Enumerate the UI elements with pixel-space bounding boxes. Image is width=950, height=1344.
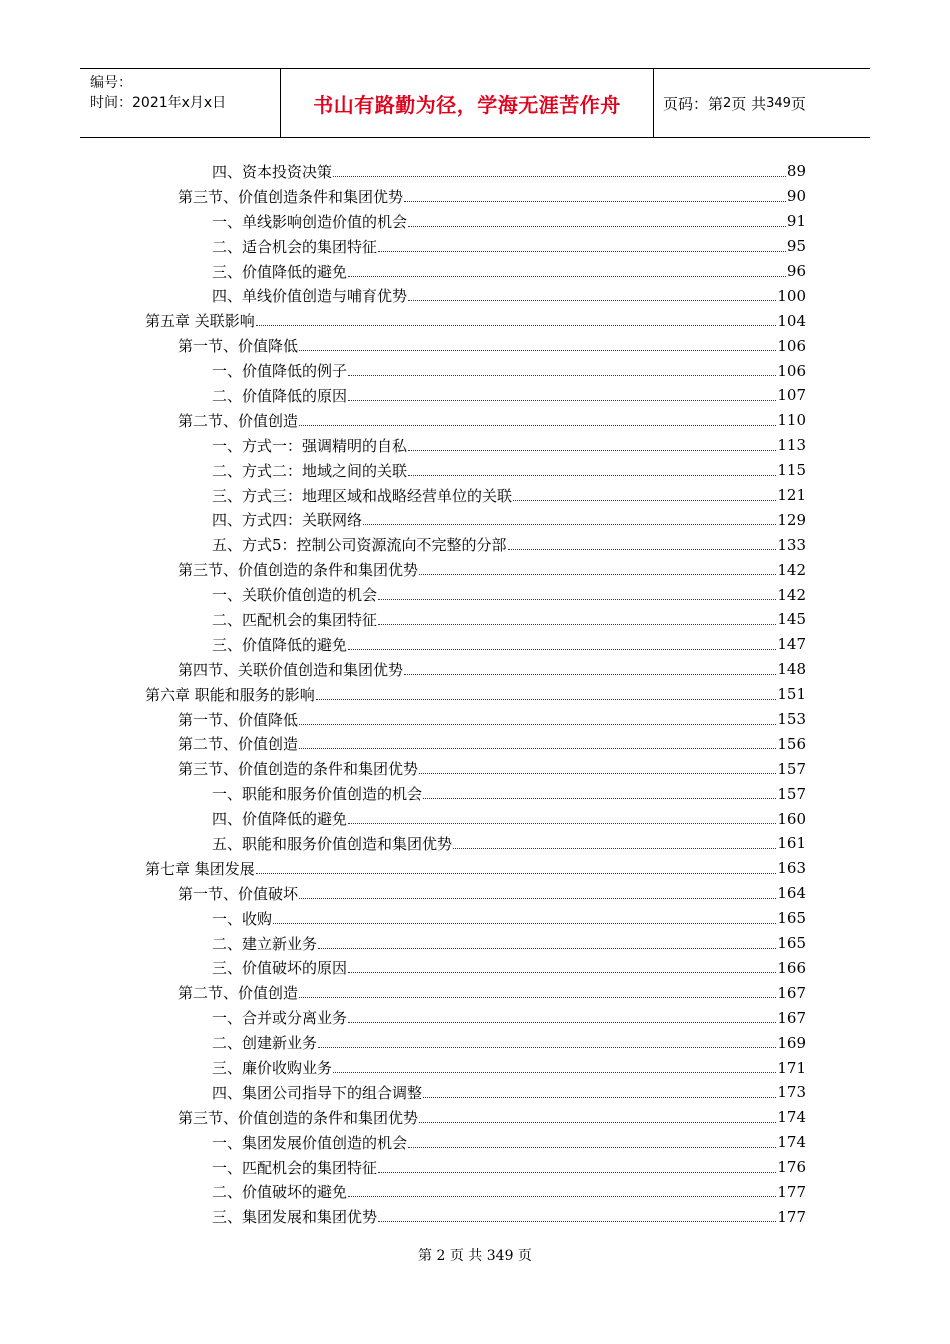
- toc-entry[interactable]: [0, 159, 950, 184]
- header-page-info: [653, 69, 870, 137]
- toc-leader-dots: [299, 981, 776, 998]
- toc-entry-title: 五、方式5：控制公司资源流向不完整的分部: [212, 536, 507, 555]
- toc-leader-dots: [423, 1081, 776, 1098]
- toc-entry-page: 157: [777, 784, 806, 803]
- toc-entry[interactable]: [0, 781, 950, 806]
- toc-entry[interactable]: [0, 1155, 950, 1180]
- toc-entry-title: 三、方式三：地理区域和战略经营单位的关联: [212, 486, 513, 505]
- toc-leader-dots: [419, 558, 776, 575]
- toc-entry-title: 第七章 集团发展: [145, 859, 255, 878]
- toc-entry[interactable]: [0, 1055, 950, 1080]
- toc-entry-title: 第一节、价值降低: [178, 337, 299, 356]
- toc-entry-title: 四、集团公司指导下的组合调整: [212, 1083, 423, 1102]
- toc-leader-dots: [404, 658, 776, 675]
- toc-entry[interactable]: [0, 582, 950, 607]
- toc-entry-title: 第三节、价值创造的条件和集团优势: [178, 1108, 419, 1127]
- toc-entry-title: 第二节、价值创造: [178, 411, 299, 430]
- toc-leader-dots: [256, 309, 777, 326]
- toc-entry[interactable]: [0, 1030, 950, 1055]
- toc-leader-dots: [408, 434, 776, 451]
- toc-entry-page: 145: [777, 610, 806, 629]
- toc-leader-dots: [299, 708, 776, 725]
- toc-leader-dots: [348, 260, 786, 277]
- toc-entry-title: 四、价值降低的避免: [212, 810, 348, 829]
- toc-leader-dots: [348, 359, 776, 376]
- toc-leader-dots: [378, 1156, 776, 1173]
- toc-entry-title: 第三节、价值创造的条件和集团优势: [178, 561, 419, 580]
- toc-entry[interactable]: [0, 607, 950, 632]
- toc-entry-title: 三、价值降低的避免: [212, 635, 348, 654]
- toc-entry-title: 四、单线价值创造与哺育优势: [212, 287, 408, 306]
- toc-leader-dots: [333, 1056, 776, 1073]
- toc-entry-page: 121: [777, 486, 806, 505]
- toc-entry-title: 一、职能和服务价值创造的机会: [212, 785, 423, 804]
- toc-entry-page: 110: [777, 411, 806, 430]
- toc-entry-page: 91: [786, 212, 806, 231]
- toc-entry[interactable]: [0, 1130, 950, 1155]
- toc-entry[interactable]: [0, 657, 950, 682]
- toc-entry[interactable]: [0, 856, 950, 881]
- toc-entry[interactable]: [0, 507, 950, 532]
- toc-entry[interactable]: [0, 632, 950, 657]
- toc-entry-page: 173: [777, 1083, 806, 1102]
- toc-entry-page: 89: [786, 162, 806, 181]
- toc-leader-dots: [318, 932, 776, 949]
- toc-entry[interactable]: [0, 756, 950, 781]
- toc-leader-dots: [299, 334, 776, 351]
- toc-entry-page: 164: [777, 884, 806, 903]
- page-header: [80, 68, 870, 138]
- toc-entry-title: 一、集团发展价值创造的机会: [212, 1133, 408, 1152]
- toc-entry[interactable]: [0, 184, 950, 209]
- toc-entry-page: 100: [777, 286, 806, 305]
- toc-entry[interactable]: [0, 931, 950, 956]
- toc-entry-page: 113: [777, 436, 806, 455]
- toc-leader-dots: [273, 907, 776, 924]
- toc-entry[interactable]: [0, 458, 950, 483]
- toc-entry[interactable]: [0, 234, 950, 259]
- toc-entry-page: 166: [777, 958, 806, 977]
- toc-leader-dots: [378, 235, 786, 252]
- toc-entry-title: 三、廉价收购业务: [212, 1059, 333, 1077]
- toc-leader-dots: [408, 459, 776, 476]
- toc-leader-dots: [333, 160, 786, 177]
- toc-entry-page: 142: [777, 585, 806, 604]
- toc-entry-page: 115: [777, 461, 806, 480]
- toc-leader-dots: [419, 1106, 776, 1123]
- toc-entry[interactable]: [0, 283, 950, 308]
- toc-entry-page: 161: [777, 834, 806, 853]
- toc-entry[interactable]: [0, 707, 950, 732]
- toc-entry-page: 96: [786, 262, 806, 280]
- page-mid: 页 共: [731, 94, 767, 113]
- toc-entry[interactable]: [0, 532, 950, 557]
- toc-entry-title: 第二节、价值创造: [178, 735, 299, 754]
- toc-entry-page: 176: [777, 1158, 806, 1177]
- toc-entry-title: 二、建立新业务: [212, 934, 318, 953]
- toc-entry-title: 第六章 职能和服务的影响: [145, 685, 315, 704]
- toc-entry-page: 177: [777, 1207, 806, 1226]
- toc-entry[interactable]: [0, 731, 950, 756]
- toc-leader-dots: [378, 1205, 776, 1222]
- toc-entry-title: 四、方式四：关联网络: [212, 511, 363, 530]
- toc-entry-page: 133: [777, 535, 806, 554]
- toc-leader-dots: [423, 782, 776, 799]
- toc-entry-title: 五、职能和服务价值创造和集团优势: [212, 834, 453, 853]
- toc-entry-title: 三、集团发展和集团优势: [212, 1208, 378, 1227]
- toc-entry-title: 二、适合机会的集团特征: [212, 237, 378, 256]
- toc-leader-dots: [299, 882, 776, 899]
- toc-leader-dots: [256, 857, 777, 874]
- toc-leader-dots: [408, 210, 786, 227]
- toc-leader-dots: [348, 807, 776, 824]
- toc-entry[interactable]: [0, 358, 950, 383]
- toc-entry-page: 163: [777, 859, 806, 878]
- toc-entry-page: 174: [777, 1108, 806, 1127]
- toc-entry-page: 165: [777, 934, 806, 953]
- toc-leader-dots: [318, 1031, 776, 1048]
- toc-entry-title: 第四节、关联价值创造和集团优势: [178, 660, 404, 679]
- toc-entry-title: 二、匹配机会的集团特征: [212, 610, 378, 629]
- toc-entry[interactable]: [0, 806, 950, 831]
- toc-entry[interactable]: [0, 956, 950, 981]
- time-label: 时间：2021年x月x日: [90, 95, 227, 111]
- toc-entry-title: 第一节、价值降低: [178, 710, 299, 729]
- toc-entry-page: 104: [777, 311, 806, 330]
- toc-entry-page: 147: [777, 635, 806, 654]
- toc-entry[interactable]: [0, 209, 950, 234]
- toc-entry[interactable]: [0, 1080, 950, 1105]
- toc-entry-page: 95: [786, 237, 806, 256]
- toc-entry-page: 171: [777, 1058, 806, 1077]
- toc-entry-title: 第五章 关联影响: [145, 312, 255, 331]
- toc-leader-dots: [363, 508, 776, 525]
- header-slogan: 书山有路勤为径，学海无涯苦作舟: [280, 69, 654, 137]
- toc-entry[interactable]: [0, 906, 950, 931]
- toc-leader-dots: [404, 185, 786, 202]
- toc-entry-page: 148: [777, 660, 806, 679]
- toc-leader-dots: [378, 608, 776, 625]
- toc-entry-page: 165: [777, 909, 806, 928]
- toc-entry[interactable]: [0, 308, 950, 333]
- toc-leader-dots: [299, 409, 776, 426]
- toc-leader-dots: [348, 633, 776, 650]
- toc-entry[interactable]: [0, 333, 950, 358]
- toc-entry[interactable]: [0, 1105, 950, 1130]
- toc-leader-dots: [348, 956, 776, 973]
- toc-entry[interactable]: [0, 483, 950, 508]
- toc-entry-title: 三、价值降低的避免: [212, 262, 348, 281]
- toc-entry-title: 二、方式二：地域之间的关联: [212, 461, 408, 480]
- toc-leader-dots: [378, 583, 776, 600]
- toc-entry[interactable]: [0, 881, 950, 906]
- toc-entry[interactable]: [0, 1005, 950, 1030]
- header-meta: [80, 69, 280, 137]
- toc-entry-page: 177: [777, 1182, 806, 1201]
- toc-entry[interactable]: [0, 259, 950, 284]
- toc-entry[interactable]: [0, 1180, 950, 1205]
- toc-entry-page: 151: [777, 685, 806, 704]
- page-suffix: 页: [790, 94, 806, 113]
- toc-entry-page: 169: [777, 1033, 806, 1052]
- toc-leader-dots: [299, 732, 776, 749]
- toc-entry-title: 二、价值降低的原因: [212, 386, 348, 405]
- toc-leader-dots: [419, 757, 776, 774]
- toc-entry-title: 二、价值破坏的避免: [212, 1183, 348, 1202]
- toc-entry[interactable]: [0, 383, 950, 408]
- toc-entry-page: 156: [777, 734, 806, 753]
- toc-entry-title: 第二节、价值创造: [178, 984, 299, 1003]
- toc-entry-page: 129: [777, 510, 806, 529]
- toc-entry-page: 90: [786, 187, 806, 206]
- toc-entry[interactable]: [0, 682, 950, 707]
- toc-leader-dots: [316, 683, 777, 700]
- toc-entry-page: 167: [777, 983, 806, 1002]
- toc-entry-page: 142: [777, 560, 806, 579]
- toc-entry[interactable]: [0, 831, 950, 856]
- page-footer: 第 2 页 共 349 页: [418, 1248, 532, 1264]
- page-total: 349: [766, 95, 791, 111]
- toc-leader-dots: [508, 533, 777, 550]
- toc-leader-dots: [348, 1180, 776, 1197]
- toc-entry-title: 四、资本投资决策: [212, 162, 333, 181]
- toc-entry-title: 三、价值破坏的原因: [212, 959, 348, 978]
- toc-entry-page: 106: [777, 336, 806, 355]
- toc-entry[interactable]: [0, 433, 950, 458]
- toc-entry[interactable]: [0, 1204, 950, 1229]
- toc-entry[interactable]: [0, 408, 950, 433]
- toc-entry-page: 157: [777, 759, 806, 778]
- code-label: 编号：: [90, 75, 132, 91]
- toc-entry[interactable]: [0, 557, 950, 582]
- toc-leader-dots: [348, 1006, 776, 1023]
- toc-leader-dots: [408, 1131, 776, 1148]
- toc-entry-page: 153: [777, 710, 806, 729]
- toc-entry-title: 第三节、价值创造的条件和集团优势: [178, 760, 419, 779]
- toc-entry-page: 160: [777, 809, 806, 828]
- toc-entry-title: 一、单线影响创造价值的机会: [212, 212, 408, 231]
- toc-entry-title: 一、方式一：强调精明的自私: [212, 436, 408, 455]
- toc-entry-title: 一、匹配机会的集团特征: [212, 1158, 378, 1177]
- table-of-contents: [0, 159, 950, 1229]
- toc-entry-title: 一、收购: [212, 909, 273, 928]
- toc-entry-page: 106: [777, 361, 806, 380]
- toc-entry-title: 一、价值降低的例子: [212, 362, 348, 381]
- toc-entry-title: 第一节、价值破坏: [178, 884, 299, 903]
- toc-leader-dots: [453, 832, 776, 849]
- toc-entry-title: 一、合并或分离业务: [212, 1009, 348, 1028]
- page-number: 2: [723, 95, 732, 111]
- toc-leader-dots: [408, 284, 776, 301]
- toc-entry-page: 107: [777, 386, 806, 405]
- toc-entry-title: 第三节、价值创造条件和集团优势: [178, 187, 404, 206]
- toc-entry-page: 174: [777, 1133, 806, 1152]
- toc-leader-dots: [348, 384, 776, 401]
- page-prefix: 页码：第: [663, 94, 724, 113]
- toc-leader-dots: [513, 484, 776, 501]
- toc-entry-title: 二、创建新业务: [212, 1034, 318, 1053]
- toc-entry-title: 一、关联价值创造的机会: [212, 586, 378, 605]
- toc-entry-page: 167: [777, 1008, 806, 1027]
- toc-entry[interactable]: [0, 980, 950, 1005]
